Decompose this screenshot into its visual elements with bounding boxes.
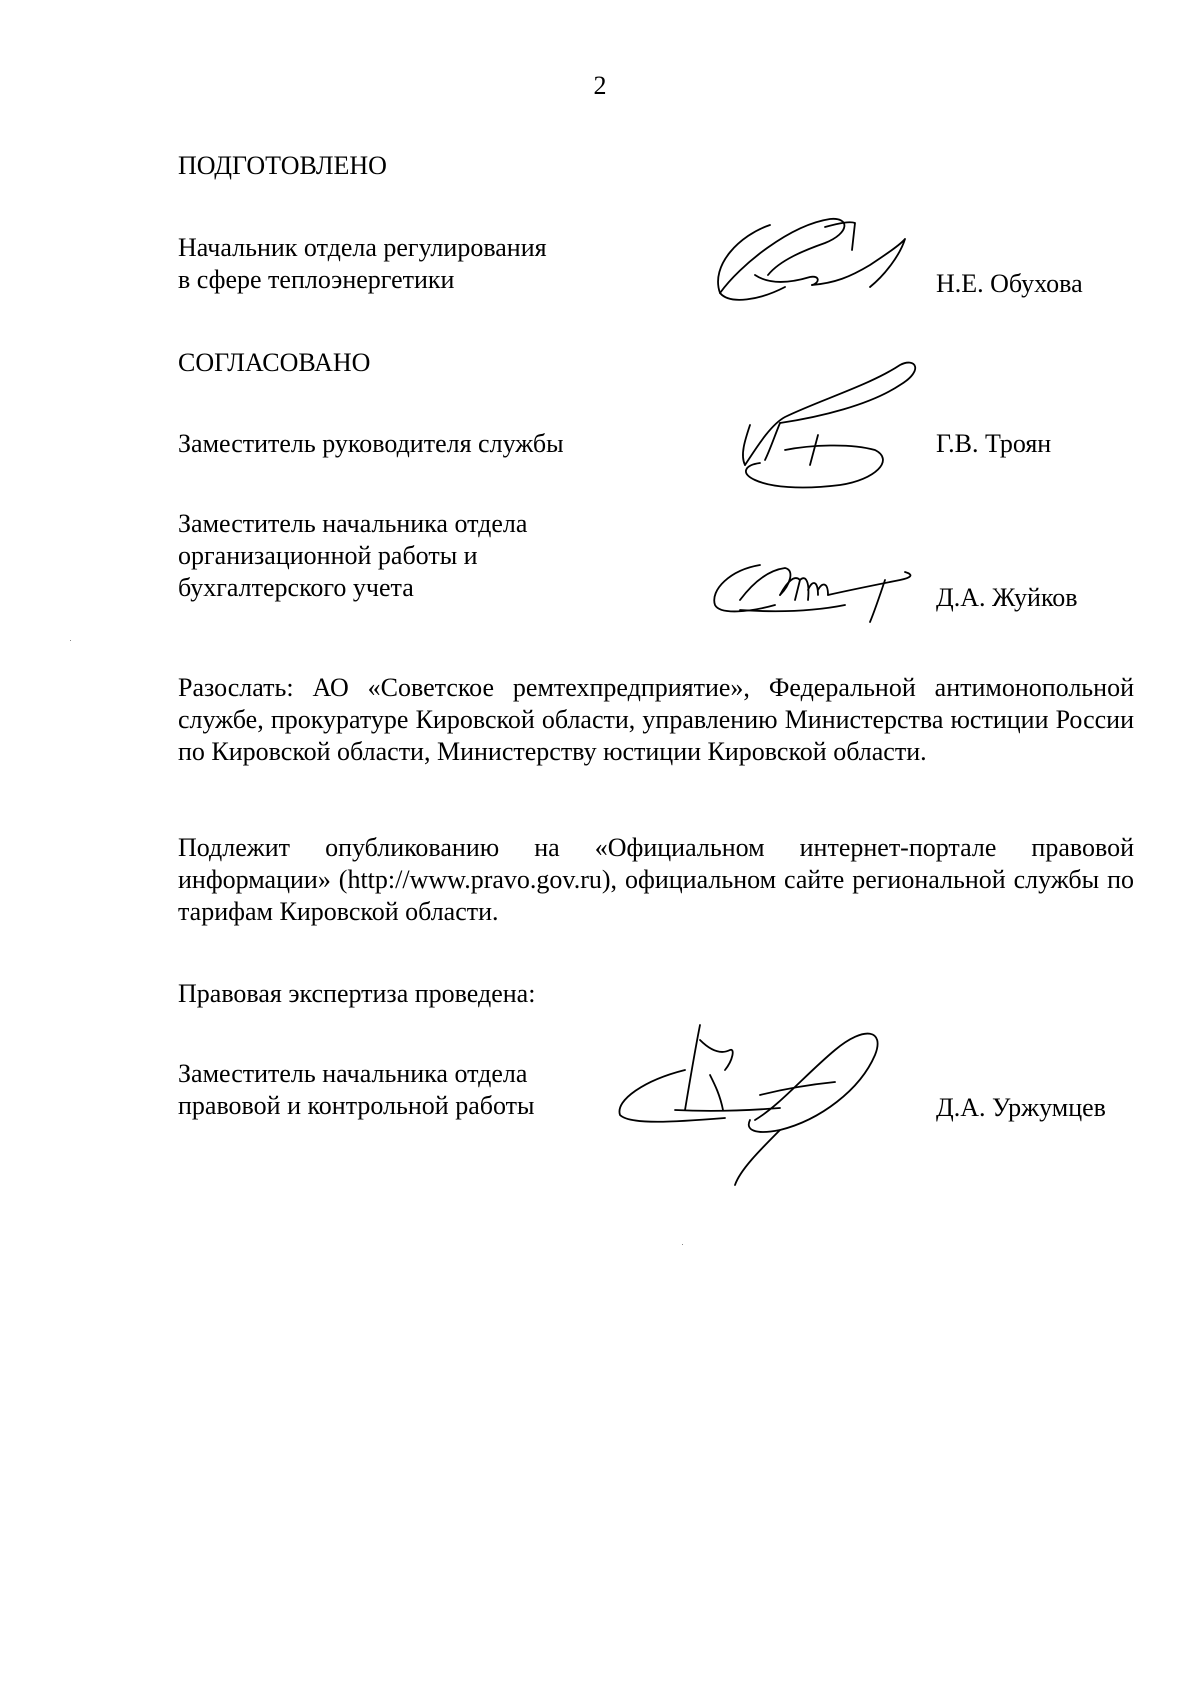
agreed-name-2: Д.А. Жуйков	[936, 583, 1078, 612]
legal-review-heading: Правовая экспертиза проведена:	[178, 979, 536, 1008]
agreed-position-2-line2: организационной работы и	[178, 541, 478, 570]
prepared-name: Н.Е. Обухова	[936, 269, 1083, 298]
agreed-position-2	[178, 508, 618, 604]
signature-obukhova	[700, 205, 920, 315]
prepared-heading: ПОДГОТОВЛЕНО	[178, 151, 387, 180]
prepared-position	[178, 232, 618, 296]
distribution-paragraph: Разослать: АО «Советское ремтехпредприятие», Федеральной антимонопольной службе, прокуратуре Кировской области, управлению Министерства юстиции России по Кировской области, Министерству юстиции Кировской области.	[178, 673, 1134, 766]
signature-urzhumtsev	[605, 1010, 925, 1190]
legal-review-position-line1: Заместитель начальника отдела	[178, 1059, 528, 1088]
signature-zhuykov	[700, 550, 930, 630]
signature-troyan	[700, 355, 930, 515]
agreed-position-1	[178, 428, 618, 460]
agreed-position-1-line1: Заместитель руководителя службы	[178, 429, 564, 458]
agreed-name-1: Г.В. Троян	[936, 429, 1052, 458]
legal-review-position	[178, 1058, 618, 1122]
legal-review-name: Д.А. Уржумцев	[936, 1093, 1106, 1122]
prepared-position-line2: в сфере теплоэнергетики	[178, 265, 455, 294]
scan-speck	[70, 640, 71, 641]
page-number: 2	[593, 71, 607, 100]
prepared-position-line1: Начальник отдела регулирования	[178, 233, 547, 262]
publication-paragraph: Подлежит опубликованию на «Официальном интернет-портале правовой информации» (http://www.pravo.gov.ru), официальном сайте региональной службы по тарифам Кировской области.	[178, 833, 1134, 926]
agreed-position-2-line1: Заместитель начальника отдела	[178, 509, 528, 538]
agreed-heading: СОГЛАСОВАНО	[178, 348, 371, 377]
scan-speck	[682, 1244, 683, 1245]
legal-review-position-line2: правовой и контрольной работы	[178, 1091, 535, 1120]
agreed-position-2-line3: бухгалтерского учета	[178, 573, 414, 602]
